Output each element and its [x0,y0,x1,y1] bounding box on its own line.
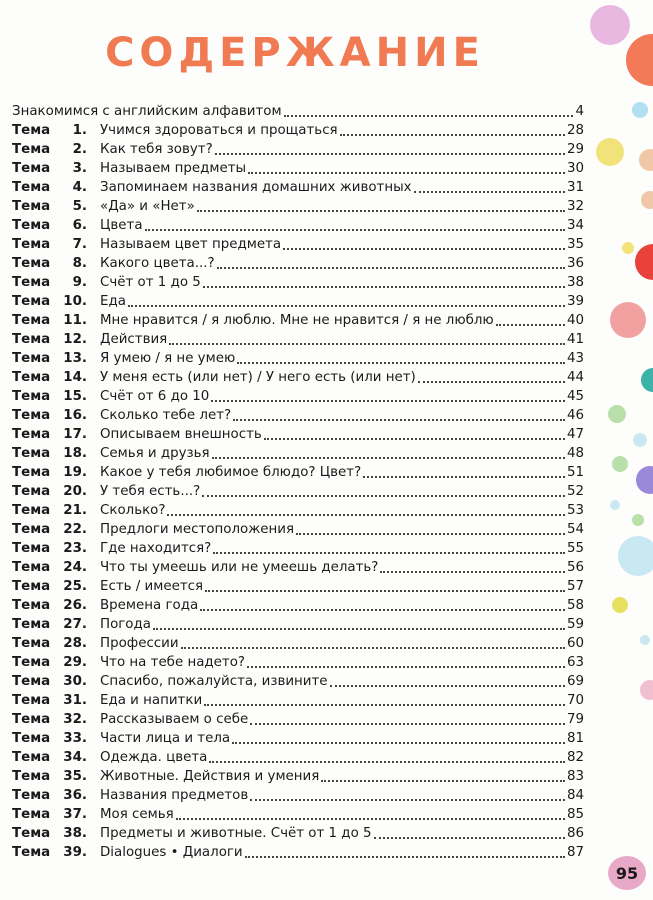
toc-row[interactable] [12,215,584,234]
toc-entry-text: Где находится? [100,541,212,556]
toc-row[interactable] [12,443,584,462]
dot-leader [374,837,565,839]
toc-entry-page: 57 [566,579,584,594]
toc-entry-text: Части лица и тела [100,731,231,746]
toc-entry-number: 28. [63,636,87,651]
dot-leader [283,248,565,250]
toc-entry-page: 56 [566,560,584,575]
toc-entry-number: 25. [63,579,87,594]
dot-leader [167,514,564,516]
toc-entry-number: 1. [72,123,87,138]
dot-leader [200,609,565,611]
toc-entry-page: 32 [566,199,584,214]
toc-entry-text: Мне нравится / я люблю. Мне не нравится / я не люблю [100,313,494,328]
dot-leader [176,818,565,820]
toc-entry-number: 11. [63,313,87,328]
toc-intro-row[interactable] [12,101,584,120]
toc-entry-number: 7. [72,237,87,252]
toc-entry-text: Я умею / я не умею [100,351,236,366]
toc-row[interactable] [12,424,584,443]
dot-leader [181,647,565,649]
dot-leader [340,134,565,136]
toc-entry-page: 45 [566,389,584,404]
toc-entry-page: 55 [566,541,584,556]
toc-entry-label: Тема [12,199,51,214]
toc-entry-number: 34. [63,750,87,765]
toc-entry-text: Семья и друзья [100,446,210,461]
page-title: СОДЕРЖАНИЕ [105,30,485,76]
toc-row[interactable] [12,576,584,595]
toc-entry-label: Тема [12,446,51,461]
toc-row[interactable] [12,158,584,177]
toc-entry-page: 36 [566,256,584,271]
toc-entry-text: Сколько? [100,503,166,518]
toc-entry-number: 6. [72,218,87,233]
toc-entry-text: Называем цвет предмета [100,237,282,252]
dot-leader [145,229,565,231]
dot-leader [296,533,565,535]
toc-entry-label: Тема [12,408,51,423]
toc-entry-label: Тема [12,237,51,252]
dot-leader [205,590,565,592]
toc-entry-number: 29. [63,655,87,670]
toc-entry-page: 79 [566,712,584,727]
toc-entry-page: 87 [566,845,584,860]
dot-leader [247,666,565,668]
toc-entry-text: Какое у тебя любимое блюдо? Цвет? [100,465,362,480]
toc-entry-number: 2. [72,142,87,157]
toc-entry-number: 38. [63,826,87,841]
toc-entry-number: 36. [63,788,87,803]
dot-leader [248,172,565,174]
toc-entry-page: 59 [566,617,584,632]
toc-row[interactable] [12,747,584,766]
toc-entry-text: Еда [100,294,126,309]
toc-entry-label: Тема [12,560,51,575]
dot-leader [233,419,565,421]
toc-entry-number: 16. [63,408,87,423]
toc-entry-text: Называем предметы [100,161,247,176]
toc-entry-label: Тема [12,769,51,784]
toc-entry-number: 15. [63,389,87,404]
toc-entry-label: Тема [12,351,51,366]
toc-entry-number: 12. [63,332,87,347]
toc-entry-label: Тема [12,484,51,499]
dot-leader [330,685,565,687]
toc-entry-number: 9. [72,275,87,290]
toc-entry-label: Тема [12,389,51,404]
toc-entry-page: 29 [566,142,584,157]
toc-entry-text: У меня есть (или нет) / У него есть (или нет) [100,370,416,385]
toc-entry-page: 58 [566,598,584,613]
toc-row[interactable] [12,709,584,728]
toc-row[interactable] [12,291,584,310]
toc-entry-label: Тема [12,161,51,176]
toc-entry-page: 84 [566,788,584,803]
toc-entry-page: 34 [566,218,584,233]
dot-leader [264,438,565,440]
toc-row[interactable] [12,386,584,405]
dot-leader [212,457,565,459]
toc-entry-number: 30. [63,674,87,689]
toc-entry-label: Тема [12,617,51,632]
toc-entry-text: Предлоги местоположения [100,522,295,537]
toc-entry-text: Предметы и животные. Счёт от 1 до 5 [100,826,372,841]
toc-entry-page: 53 [566,503,584,518]
toc-row[interactable] [12,519,584,538]
toc-row[interactable] [12,405,584,424]
toc-entry-page: 81 [566,731,584,746]
toc-entry-text: Что ты умеешь или не умеешь делать? [100,560,379,575]
toc-entry-label: Тема [12,370,51,385]
toc-entry-page: 69 [566,674,584,689]
toc-entry-number: 17. [63,427,87,442]
toc-entry-page: 86 [566,826,584,841]
toc-entry-number: 37. [63,807,87,822]
toc-entry-page: 28 [566,123,584,138]
dot-leader [213,552,565,554]
toc-entry-text: Счёт от 6 до 10 [100,389,210,404]
toc-entry-text: Моя семья [100,807,174,822]
toc-entry-label: Тема [12,712,51,727]
toc-entry-text: Что на тебе надето? [100,655,245,670]
dot-leader [250,799,565,801]
dot-leader [418,381,565,383]
toc-row[interactable] [12,310,584,329]
toc-entry-label: Тема [12,313,51,328]
toc-entry-page: 51 [566,465,584,480]
toc-entry-label: Тема [12,218,51,233]
dot-leader [250,723,565,725]
toc-entry-text: Знакомимся с английским алфавитом [12,104,282,119]
page-number-badge: 95 [608,856,646,890]
dot-leader [128,305,565,307]
toc-entry-number: 39. [63,845,87,860]
toc-entry-text: Погода [100,617,151,632]
toc-entry-label: Тема [12,522,51,537]
toc-entry-text: Счёт от 1 до 5 [100,275,201,290]
toc-row[interactable] [12,690,584,709]
dot-leader [496,324,565,326]
toc-entry-page: 44 [566,370,584,385]
toc-entry-label: Тема [12,788,51,803]
dot-leader [204,704,565,706]
dot-leader [284,115,574,117]
toc-entry-number: 33. [63,731,87,746]
toc-row[interactable] [12,120,584,139]
toc-entry-page: 46 [566,408,584,423]
toc-entry-number: 27. [63,617,87,632]
toc-entry-label: Тема [12,731,51,746]
toc-entry-text: Сколько тебе лет? [100,408,232,423]
toc-entry-text: Профессии [100,636,179,651]
toc-entry-text: Названия предметов [100,788,249,803]
toc-row[interactable] [12,671,584,690]
toc-entry-page: 35 [566,237,584,252]
toc-row[interactable] [12,348,584,367]
toc-entry-label: Тема [12,674,51,689]
toc-entry-text: Рассказываем о себе [100,712,249,727]
toc-entry-label: Тема [12,142,51,157]
dot-leader [209,761,565,763]
toc-entry-label: Тема [12,750,51,765]
toc-entry-page: 52 [566,484,584,499]
toc-entry-page: 38 [566,275,584,290]
toc-entry-label: Тема [12,541,51,556]
dot-leader [217,267,565,269]
dot-leader [153,628,565,630]
toc-entry-label: Тема [12,427,51,442]
dot-leader [321,780,565,782]
toc-row[interactable] [12,842,584,861]
toc-row[interactable] [12,804,584,823]
toc-entry-number: 21. [63,503,87,518]
dot-leader [169,343,565,345]
toc-entry-page: 82 [566,750,584,765]
dot-leader [202,495,565,497]
toc-row[interactable] [12,177,584,196]
toc-entry-text: «Да» и «Нет» [100,199,195,214]
dot-leader [245,856,565,858]
dot-leader [203,286,565,288]
toc-entry-page: 43 [566,351,584,366]
toc-entry-page: 54 [566,522,584,537]
toc-entry-label: Тема [12,826,51,841]
toc-entry-number: 5. [72,199,87,214]
toc-entry-page: 4 [575,104,584,119]
toc-entry-text: Животные. Действия и умения [100,769,320,784]
toc-row[interactable] [12,329,584,348]
toc-entry-label: Тема [12,636,51,651]
toc-entry-page: 30 [566,161,584,176]
toc-entry-number: 18. [63,446,87,461]
dot-leader [197,210,565,212]
toc-entry-label: Тема [12,256,51,271]
toc-entry-label: Тема [12,180,51,195]
toc-row[interactable] [12,823,584,842]
toc-entry-label: Тема [12,579,51,594]
toc-entry-page: 47 [566,427,584,442]
toc-row[interactable] [12,728,584,747]
toc-entry-text: Времена года [100,598,199,613]
toc-entry-page: 63 [566,655,584,670]
toc-entry-label: Тема [12,693,51,708]
toc-row[interactable] [12,785,584,804]
toc-entry-page: 39 [566,294,584,309]
toc-entry-label: Тема [12,807,51,822]
toc-row[interactable] [12,196,584,215]
toc-row[interactable] [12,272,584,291]
toc-entry-page: 41 [566,332,584,347]
toc-entry-text: У тебя есть...? [100,484,201,499]
toc-entry-page: 83 [566,769,584,784]
toc-entry-label: Тема [12,465,51,480]
toc-entry-label: Тема [12,123,51,138]
toc-row[interactable] [12,766,584,785]
toc-row[interactable] [12,462,584,481]
toc-entry-number: 10. [63,294,87,309]
toc-row[interactable] [12,234,584,253]
dot-leader [414,191,565,193]
toc-entry-text: Действия [100,332,168,347]
toc-row[interactable] [12,595,584,614]
toc-entry-number: 24. [63,560,87,575]
toc-entry-label: Тема [12,655,51,670]
toc-entry-label: Тема [12,294,51,309]
toc-entry-text: Спасибо, пожалуйста, извините [100,674,328,689]
toc-row[interactable] [12,633,584,652]
toc-entry-number: 23. [63,541,87,556]
toc-entry-number: 32. [63,712,87,727]
toc-entry-number: 3. [72,161,87,176]
toc-entry-number: 31. [63,693,87,708]
toc-entry-page: 85 [566,807,584,822]
toc-entry-page: 48 [566,446,584,461]
toc-row[interactable] [12,500,584,519]
toc-entry-text: Dialogues • Диалоги [100,845,243,860]
toc-entry-label: Тема [12,503,51,518]
toc-entry-text: Есть / имеется [100,579,204,594]
toc-row[interactable] [12,367,584,386]
toc-entry-text: Одежда. цвета [100,750,208,765]
dot-leader [363,476,565,478]
toc-entry-text: Какого цвета...? [100,256,215,271]
toc-entry-number: 19. [63,465,87,480]
toc-entry-label: Тема [12,275,51,290]
toc-entry-number: 35. [63,769,87,784]
toc-entry-label: Тема [12,598,51,613]
toc-entry-number: 13. [63,351,87,366]
toc-entry-text: Еда и напитки [100,693,203,708]
toc-entry-text: Цвета [100,218,143,233]
dot-leader [237,362,565,364]
toc-entry-number: 8. [72,256,87,271]
toc-row[interactable] [12,253,584,272]
toc-entry-text: Описываем внешность [100,427,262,442]
toc-entry-number: 20. [63,484,87,499]
dot-leader [211,400,565,402]
dot-leader [232,742,565,744]
toc-row[interactable] [12,614,584,633]
toc-row[interactable] [12,557,584,576]
dot-leader [215,153,565,155]
toc-entry-page: 70 [566,693,584,708]
toc-row[interactable] [12,538,584,557]
toc-entry-text: Учимся здороваться и прощаться [100,123,338,138]
toc-entry-text: Запоминаем названия домашних животных [100,180,412,195]
toc-entry-text: Как тебя зовут? [100,142,213,157]
toc-row[interactable] [12,139,584,158]
dot-leader [380,571,565,573]
toc-entry-page: 40 [566,313,584,328]
toc-entry-label: Тема [12,845,51,860]
toc-entry-number: 22. [63,522,87,537]
toc-row[interactable] [12,481,584,500]
toc-entry-page: 60 [566,636,584,651]
toc-entry-number: 14. [63,370,87,385]
toc-entry-number: 26. [63,598,87,613]
toc-row[interactable] [12,652,584,671]
toc-entry-page: 31 [566,180,584,195]
table-of-contents [12,101,584,861]
toc-entry-label: Тема [12,332,51,347]
toc-entry-number: 4. [72,180,87,195]
